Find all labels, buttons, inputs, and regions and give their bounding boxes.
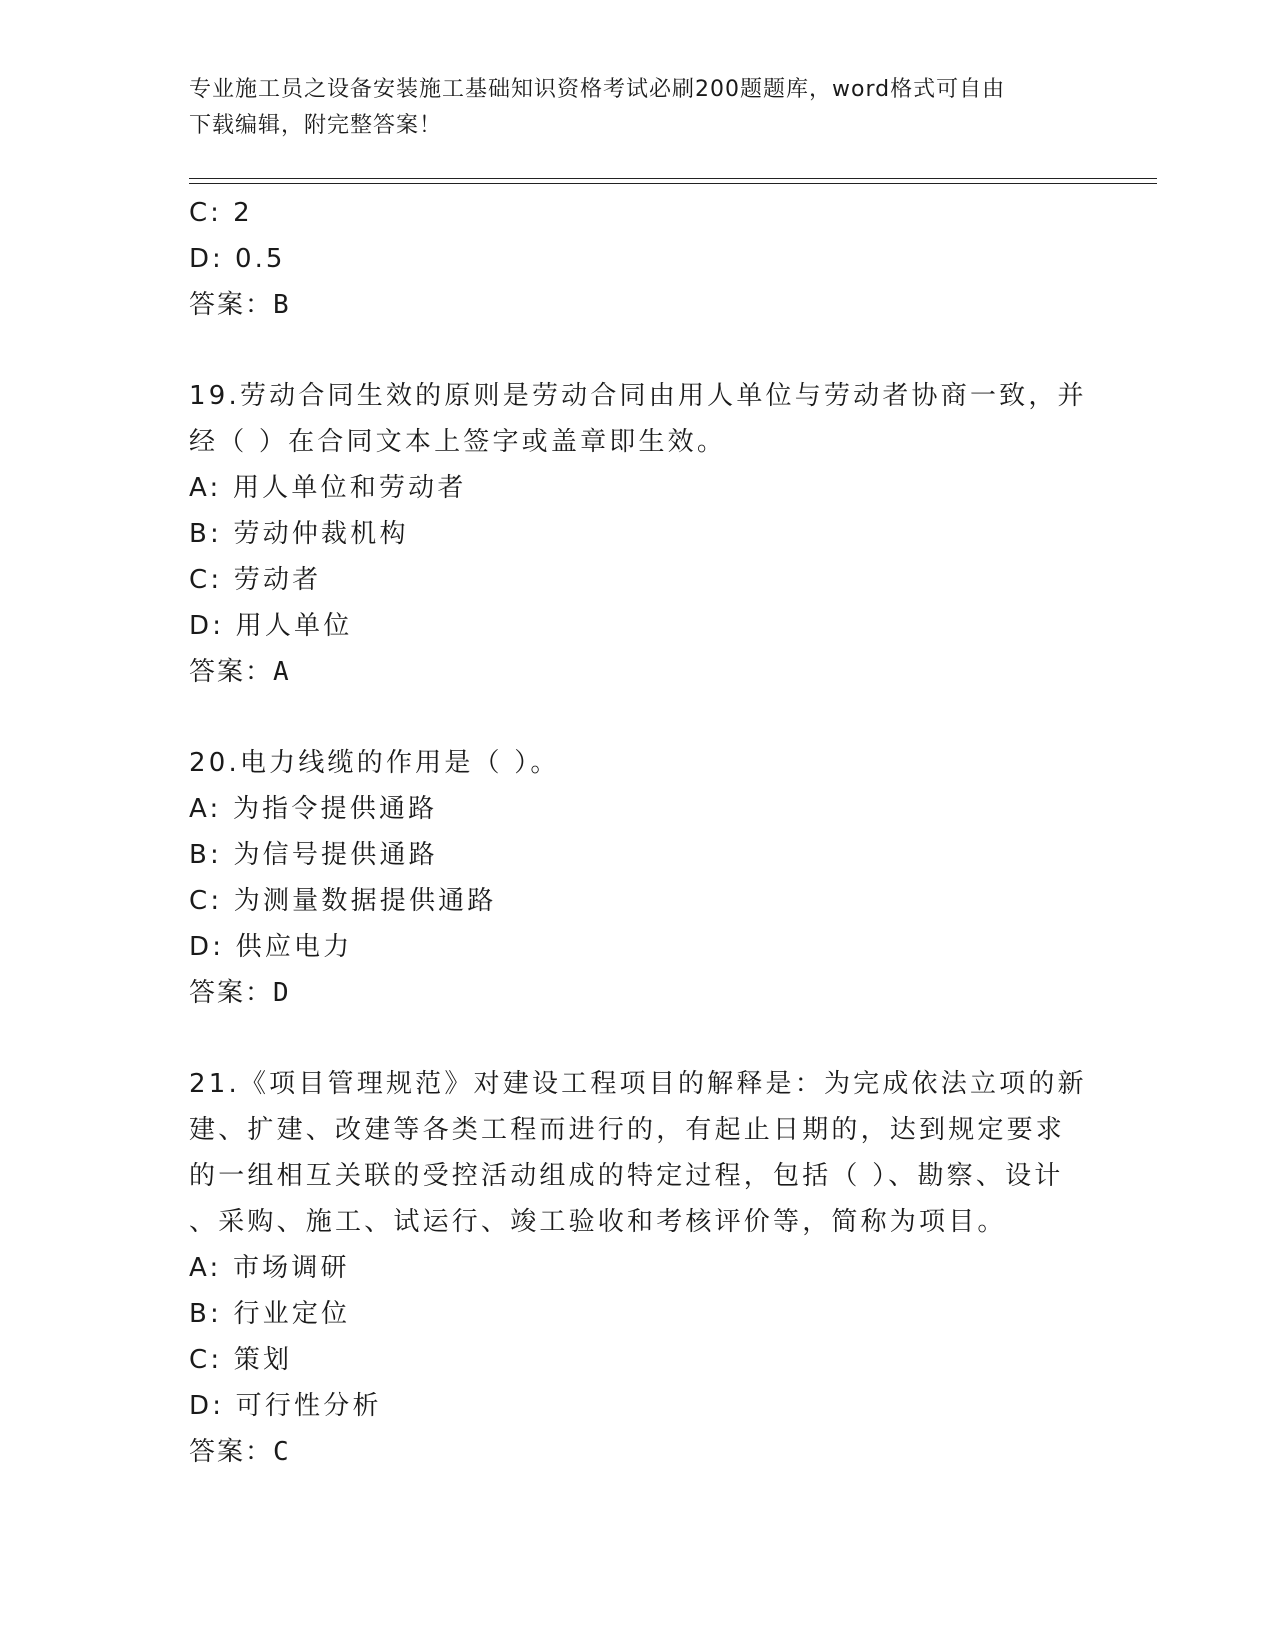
option-c: C: 为测量数据提供通路 [189,886,497,916]
option-b: B: 劳动仲裁机构 [189,519,409,549]
answer-line [189,1429,1089,1475]
page-header [189,72,1069,144]
answer-value: A [273,657,290,687]
option-d: D: 可行性分析 [189,1391,382,1421]
question-text-line: 19.劳动合同生效的原则是劳动合同由用人单位与劳动者协商一致，并 [189,381,1087,411]
answer-line [189,649,1089,695]
option-a: A: 用人单位和劳动者 [189,473,467,503]
previous-question-tail [189,190,1089,328]
question-gap [189,695,1089,740]
question-content [189,190,1089,1475]
option-b: B: 行业定位 [189,1299,351,1329]
header-divider-top [189,178,1157,179]
question-gap [189,328,1089,373]
question-gap [189,1016,1089,1061]
option-c: C: 劳动者 [189,565,322,595]
answer-label: 答案： [189,1437,274,1467]
option-b: B: 为信号提供通路 [189,840,438,870]
option-c: C: 策划 [189,1345,293,1375]
option-d: D: 0.5 [189,244,286,274]
question-21 [189,1061,1089,1475]
option-d: D: 用人单位 [189,611,353,641]
option-c: C: 2 [189,198,253,228]
answer-line [189,970,1089,1016]
answer-line [189,282,1089,328]
answer-value: B [273,290,290,320]
option-a: A: 市场调研 [189,1253,350,1283]
header-line-1: 专业施工员之设备安装施工基础知识资格考试必刷200题题库，word格式可自由 [189,77,1006,102]
answer-label: 答案： [189,657,274,687]
question-text-line: 20.电力线缆的作用是（ ）。 [189,748,560,778]
answer-value: C [273,1437,290,1467]
question-text-line: 21.《项目管理规范》对建设工程项目的解释是：为完成依法立项的新 [189,1069,1087,1099]
answer-label: 答案： [189,978,274,1008]
question-19 [189,373,1089,695]
option-d: D: 供应电力 [189,932,353,962]
answer-label: 答案： [189,290,274,320]
question-text-line: 经（ ）在合同文本上签字或盖章即生效。 [189,427,727,457]
header-line-2: 下载编辑，附完整答案！ [189,113,443,138]
question-20 [189,740,1089,1016]
answer-value: D [273,978,290,1008]
header-divider-bottom [189,183,1157,184]
question-text-line: 、采购、施工、试运行、竣工验收和考核评价等，简称为项目。 [189,1207,1007,1237]
question-text-line: 建、扩建、改建等各类工程而进行的，有起止日期的，达到规定要求 [189,1115,1066,1145]
option-a: A: 为指令提供通路 [189,794,438,824]
question-text-line: 的一组相互关联的受控活动组成的特定过程，包括（ ）、勘察、设计 [189,1161,1064,1191]
